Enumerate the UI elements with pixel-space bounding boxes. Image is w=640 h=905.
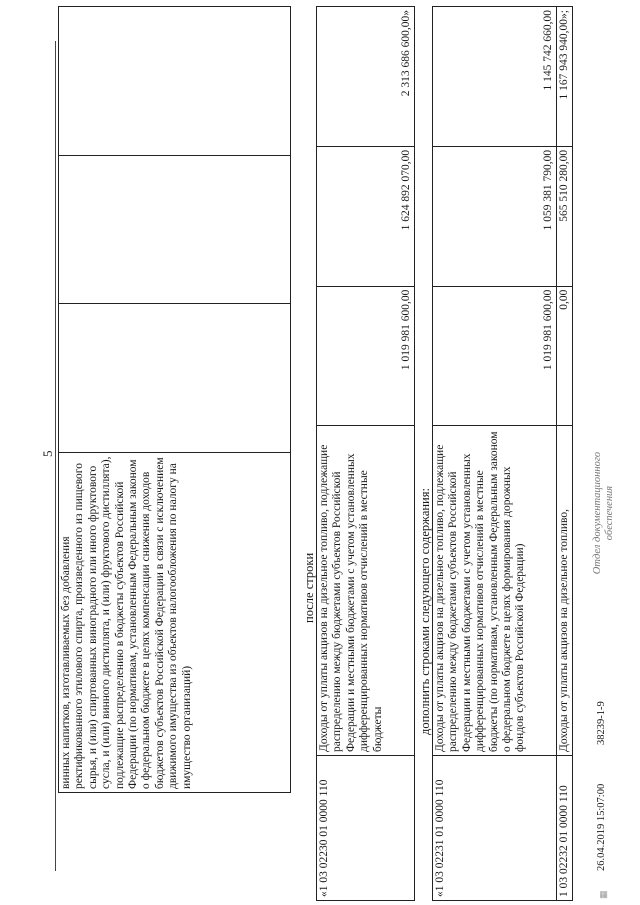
- table-row: [317, 7, 415, 901]
- table-cell-empty: [59, 304, 291, 453]
- footer-timestamp: 26.04.2019 15:07:00: [596, 783, 607, 871]
- table-cell-code: «1 03 02231 01 0000 110: [433, 756, 557, 901]
- table-cell-name: Доходы от уплаты акцизов на дизельное топливо, подлежащие распределению между бюджетами субъектов Российской Федерации и местными бюджетами с учетом установленных дифференцированных нормативов отчислений в местные бюджеты (по нормативам, установленным Федеральным законом о федеральном бюджете в целях формирования дорожных фондов субъектов Российской Федерации): [433, 426, 557, 756]
- table-cell-value-1: 1 019 981 600,00: [317, 286, 415, 426]
- stamp-line-1: Отдел документационного: [592, 451, 603, 575]
- table-cell-name: винных напитков, изготавливаемых без добавления ректификованного этилового спирта, произведенного из пищевого сырья, и (или) спиртованных виноградного или иного фруктового сусла, и (или) винного дистиллята, и (или) фруктового дистиллята), подлежащие распределению в бюджеты субъектов Российской Федерации (по нормативам, установленным Федеральным законом о федеральном бюджете в целях компенсации снижения доходов бюджетов субъектов Российской Федерации в связи с исключением движимого имущества из объектов налогообложения по налогу на имущество организаций): [59, 452, 291, 792]
- table-row: [433, 7, 557, 901]
- table-cell-value-1: 1 019 981 600,00: [433, 286, 557, 426]
- top-rule: [55, 41, 56, 871]
- table-row: [59, 7, 291, 793]
- table-cell-value-1: 0,00: [557, 286, 573, 426]
- instruction-after-row: после строки: [302, 552, 316, 623]
- footer-doc-number: 38239-1-9: [596, 701, 607, 745]
- table-cell-value-2: 1 624 892 070,00: [317, 146, 415, 286]
- table-cell-value-2: 565 510 280,00: [557, 146, 573, 286]
- table-cell-name: Доходы от уплаты акцизов на дизельное топливо,: [557, 426, 573, 756]
- table-cell-value-3: 1 167 943 940,00»;: [557, 7, 573, 147]
- page-number: 5: [40, 450, 55, 457]
- scanner-mark-icon: ▦: [598, 890, 608, 899]
- table-continuation: [58, 6, 291, 793]
- stamp-line-2: обеспечения: [604, 485, 615, 541]
- department-stamp: [592, 433, 616, 593]
- table-existing-row: [316, 6, 415, 901]
- table-cell-empty: [59, 155, 291, 304]
- table-cell-name: Доходы от уплаты акцизов на дизельное топливо, подлежащие распределению между бюджетами субъектов Российской Федерации и местными бюджетами с учетом установленных дифференцированных нормативов отчислений в местные бюджеты: [317, 426, 415, 756]
- table-new-rows: [432, 6, 573, 901]
- instruction-supplement: дополнить строками следующего содержания:: [418, 488, 432, 735]
- table-cell-value-3: 2 313 686 600,00»: [317, 7, 415, 147]
- table-row: [557, 7, 573, 901]
- table-cell-value-3: 1 145 742 660,00: [433, 7, 557, 147]
- table-cell-code: «1 03 02230 01 0000 110: [317, 756, 415, 901]
- table-cell-empty: [59, 7, 291, 156]
- table-cell-value-2: 1 059 381 790,00: [433, 146, 557, 286]
- table-cell-code: 1 03 02232 01 0000 110: [557, 756, 573, 901]
